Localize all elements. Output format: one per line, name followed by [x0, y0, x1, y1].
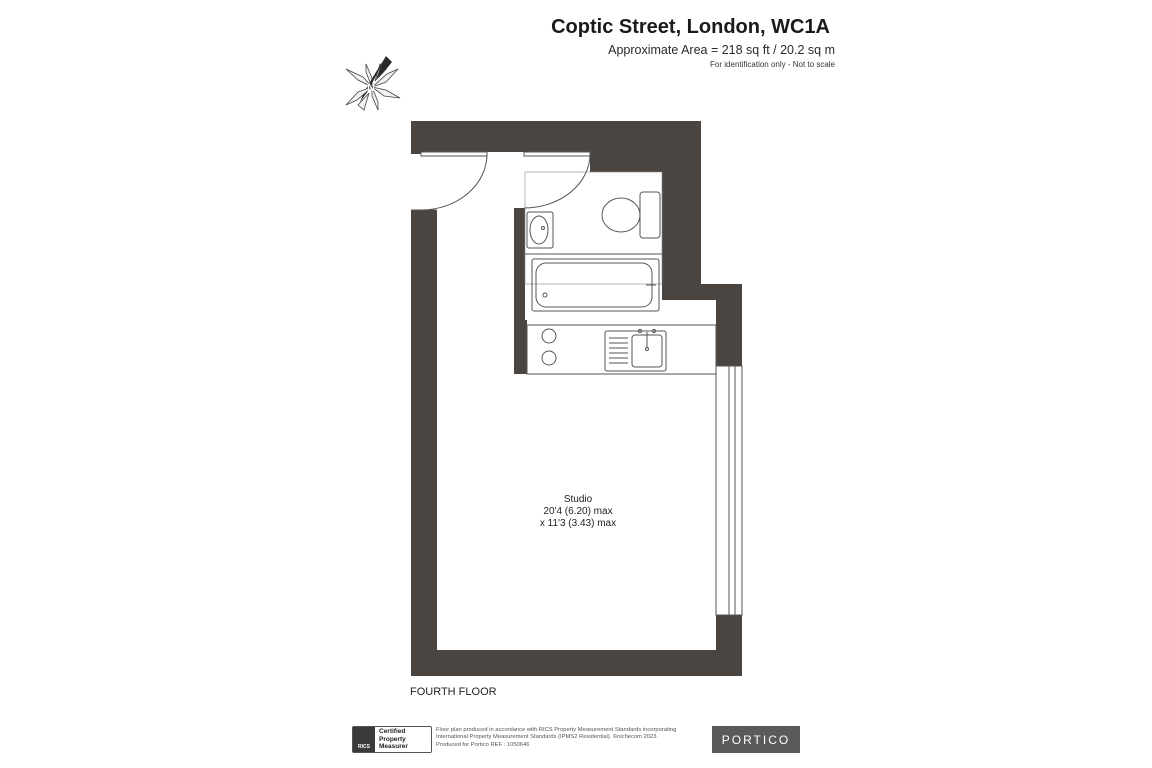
kitchen	[527, 325, 716, 374]
scale-note: For identification only - Not to scale	[710, 60, 835, 69]
washbasin-icon	[527, 212, 553, 248]
room-name: Studio	[563, 494, 593, 505]
room-dimension-length: 20'4 (6.20) max	[543, 506, 613, 517]
bathtub-icon	[532, 259, 659, 311]
compass-label: N	[367, 82, 375, 94]
footer-disclaimer: Floor plan produced in accordance with RICS Property Measurement Standards incorporating International Property Measurement Standards (IPMS2 Residential). ©nichecom 2023. Produced for Portico REF : 1050646	[436, 727, 677, 748]
portico-logo: PORTICO	[712, 726, 800, 753]
bathroom-door	[524, 152, 590, 208]
floor-label: FOURTH FLOOR	[410, 686, 497, 698]
hob-icon	[542, 329, 556, 365]
entrance-door	[411, 152, 487, 210]
rics-logo-icon: RICS	[353, 727, 375, 752]
kitchen-sink-icon	[605, 329, 666, 371]
rics-badge-text: Certified Property Measurer	[379, 728, 408, 750]
approximate-area: Approximate Area = 218 sq ft / 20.2 sq m	[608, 43, 835, 57]
walls	[411, 121, 742, 676]
toilet-icon	[602, 192, 660, 238]
window	[716, 366, 742, 615]
studio-label	[478, 494, 678, 530]
rics-certified-badge	[352, 726, 432, 753]
north-arrow-icon	[346, 56, 400, 110]
room-dimension-width: x 11'3 (3.43) max	[539, 518, 617, 529]
plan-title: Coptic Street, London, WC1A	[551, 16, 830, 38]
bathroom	[525, 172, 662, 311]
